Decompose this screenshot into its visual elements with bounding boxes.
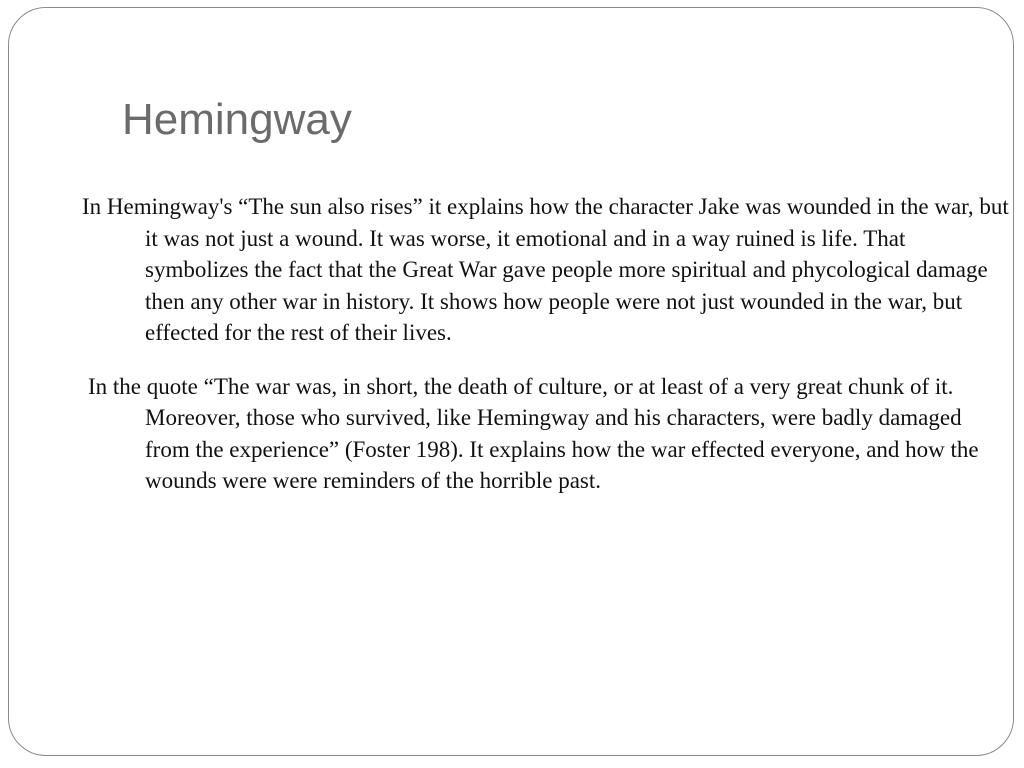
body-paragraph-2: In the quote “The war was, in short, the death of culture, or at least of a very great chunk of it. Moreover, those who survived, like Hemingway and his characters, were badly damaged from the experience” (Foster 198). It explains how the war effected everyone, and how the wounds were were reminders of the horrible past. <box>88 373 979 493</box>
body-paragraph-1: In Hemingway's “The sun also rises” it explains how the character Jake was wounded in the war, but it was not just a wound. It was worse, it emotional and in a way ruined is life. That symbolizes the fact that the Great War gave people more spiritual and phycological damage then any other war in history. It shows how people were not just wounded in the war, but effected for the rest of their lives. <box>82 194 1009 345</box>
slide-frame <box>8 7 1014 756</box>
slide-title: Hemingway <box>122 95 352 144</box>
slide-body <box>82 191 1012 497</box>
